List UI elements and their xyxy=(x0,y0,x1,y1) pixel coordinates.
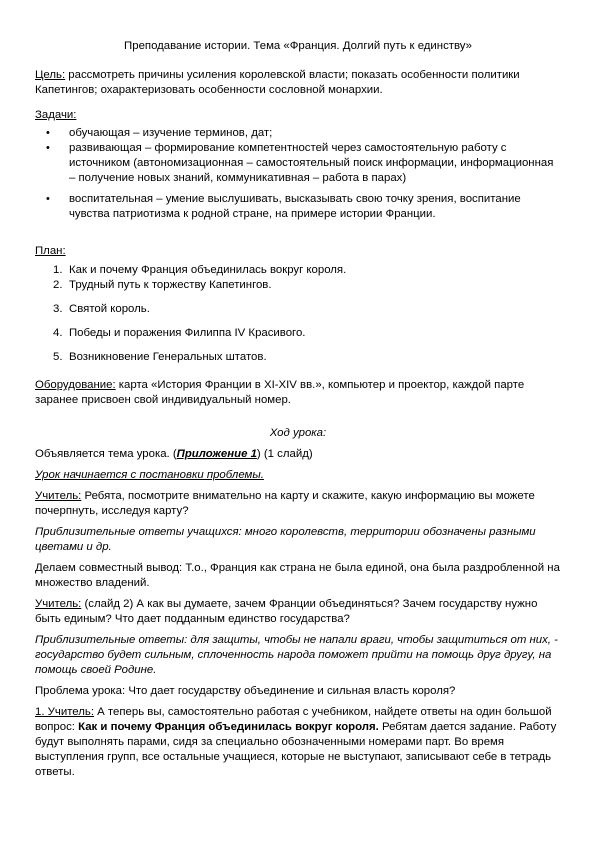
equipment-label: Оборудование: xyxy=(35,379,116,391)
plan-item xyxy=(35,263,561,278)
task-item: • развивающая – формирование компетентностей через самостоятельную работу с источником (автономизационная – самостоятельный поиск информации, информационная – получение новых знаний, коммуникативная – работа в парах) xyxy=(35,141,561,186)
task-item: • воспитательная – умение выслушивать, высказывать свою точку зрения, воспитание чувства патриотизма к родной стране, на примере истории Франции. xyxy=(35,192,561,222)
student-answers-2: Приблизительные ответы: для защиты, чтобы не напали враги, чтобы защититься от них, - государство будет сильным, сплоченность народа поможет прийти на помощь друг другу, на помощь своей Родине. xyxy=(35,634,558,676)
teacher-label: Учитель: xyxy=(35,490,82,502)
tasks-list xyxy=(35,126,561,222)
teacher-text: (слайд 2) А как вы думаете, зачем Франции объединяться? Зачем государству нужно быть единым? Что дает подданным единство государства? xyxy=(35,598,538,625)
document-title: Преподавание истории. Тема «Франция. Долгий путь к единству» xyxy=(124,40,472,52)
equipment-paragraph xyxy=(35,378,561,408)
goal-paragraph xyxy=(35,68,561,98)
plan-item-text: Святой король. xyxy=(69,303,150,315)
plan-section xyxy=(35,244,561,365)
plan-item xyxy=(35,326,561,341)
plan-item-text: Трудный путь к торжеству Капетингов. xyxy=(69,279,272,291)
teacher-text-a: А теперь вы, самостоятельно работая с учебником, найдете ответы на один большой вопрос: xyxy=(35,706,552,733)
teacher-label: Учитель: xyxy=(35,598,82,610)
plan-label: План: xyxy=(35,245,66,257)
lesson-heading: Ход урока: xyxy=(269,427,327,439)
teacher-text-b: Ребятам дается задание. Работу будут выполнять парами, сидя за специально обозначенными номерами парт. Во время выступления групп, все остальные учащиеся, которые не выступают, записывают себе в тетрадь ответы. xyxy=(35,721,557,778)
key-question: Как и почему Франция объединилась вокруг короля. xyxy=(78,721,379,733)
task-item: • обучающая – изучение терминов, дат; xyxy=(35,126,561,141)
plan-list xyxy=(35,263,561,365)
topic-pre: Объявляется тема урока. ( xyxy=(35,448,177,460)
teacher-text: Ребята, посмотрите внимательно на карту и скажите, какую информацию вы можете почерпнуть, исследуя карту? xyxy=(35,490,535,517)
plan-item-text: Победы и поражения Филиппа IV Красивого. xyxy=(69,327,306,339)
topic-announcement xyxy=(35,447,561,462)
plan-item-number: 2. xyxy=(53,279,63,291)
teacher-task-1 xyxy=(35,705,561,780)
problem-intro: Урок начинается с постановки проблемы. xyxy=(35,469,264,481)
conclusion-paragraph: Делаем совместный вывод: Т.о., Франция как страна не была единой, она была раздробленной на множество владений. xyxy=(35,562,560,589)
lesson-problem: Проблема урока: Что дает государству объединение и сильная власть короля? xyxy=(35,685,456,697)
plan-item xyxy=(35,278,561,293)
goal-text: рассмотреть причины усиления королевской власти; показать особенности политики Капетингов; охарактеризовать особенности сословной монархии. xyxy=(35,69,520,96)
plan-item-number: 3. xyxy=(53,303,63,315)
teacher-label: 1. Учитель: xyxy=(35,706,94,718)
goal-label: Цель: xyxy=(35,69,66,81)
plan-item-number: 1. xyxy=(53,264,63,276)
tasks-section xyxy=(35,108,561,222)
plan-item-text: Возникновение Генеральных штатов. xyxy=(69,351,267,363)
plan-item xyxy=(35,302,561,317)
plan-item xyxy=(35,350,561,365)
teacher-question-1 xyxy=(35,489,561,519)
tasks-label: Задачи: xyxy=(35,109,77,121)
equipment-text: карта «История Франции в XI-XIV вв.», компьютер и проектор, каждой парте заранее присвоен свой индивидуальный номер. xyxy=(35,379,525,406)
topic-post: ) (1 слайд) xyxy=(256,448,313,460)
plan-item-number: 5. xyxy=(53,351,63,363)
appendix-link[interactable]: Приложение 1 xyxy=(176,448,257,460)
student-answers-1: Приблизительные ответы учащихся: много королевств, территории обозначены разными цветами и др. xyxy=(35,526,536,553)
plan-item-text: Как и почему Франция объединилась вокруг короля. xyxy=(69,264,347,276)
plan-item-number: 4. xyxy=(53,327,63,339)
teacher-question-2 xyxy=(35,597,561,627)
